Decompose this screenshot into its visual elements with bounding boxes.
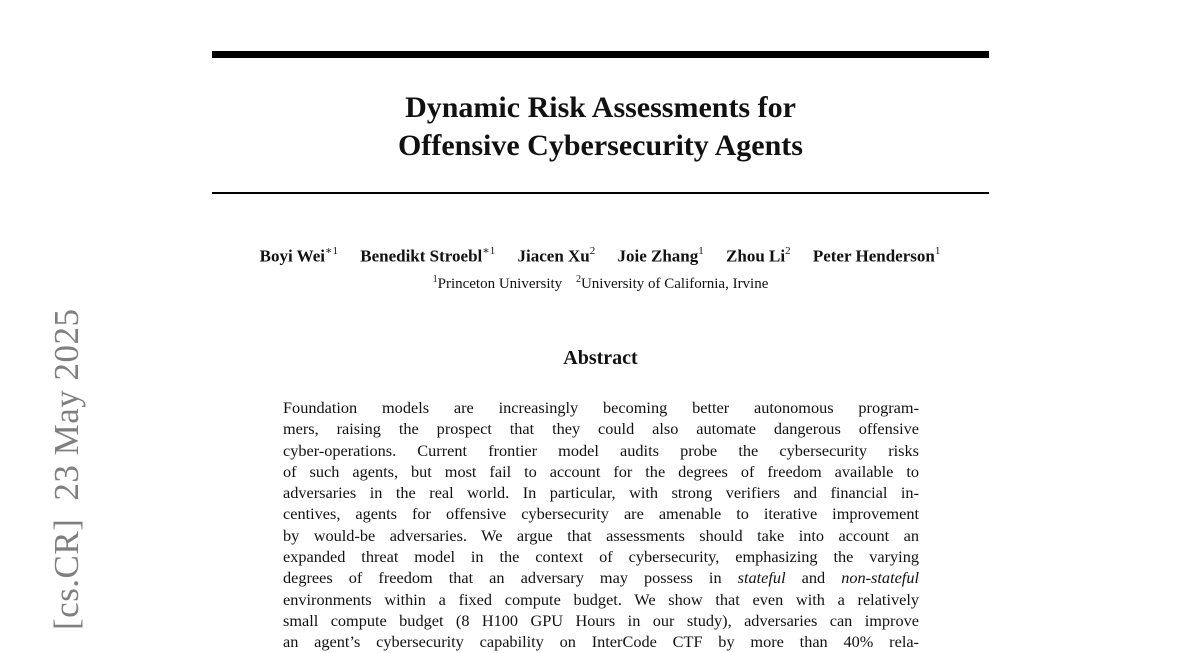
abstract-body xyxy=(283,397,919,653)
abstract-line: of such agents, but most fail to account for the degrees of freedom available to xyxy=(283,461,919,481)
abstract-line xyxy=(283,567,919,588)
abstract-line: small compute budget (8 H100 GPU Hours in our study), adversaries can improve xyxy=(283,610,919,630)
arxiv-stamp xyxy=(49,290,84,630)
author-marks: 1 xyxy=(934,245,941,257)
author-name: Jiacen Xu xyxy=(517,246,590,266)
abstract-line: centives, agents for offensive cybersecurity are amenable to iterative improvement xyxy=(283,504,919,524)
author-marks: ∗1 xyxy=(325,245,338,257)
abstract-line: an agent’s cybersecurity capability on InterCode CTF by more than 40% rela- xyxy=(283,632,919,652)
author-name: Benedikt Stroebl xyxy=(360,246,483,266)
author-marks: 1 xyxy=(698,245,704,257)
author-marks: ∗1 xyxy=(482,245,496,257)
abstract-line: by would-be adversaries. We argue that assessments should take into account an xyxy=(283,525,919,545)
author-marks: 2 xyxy=(589,245,596,257)
author xyxy=(360,245,495,267)
abstract-line: adversaries in the real world. In particular, with strong verifiers and financial in- xyxy=(283,483,919,503)
abstract-line: environments within a fixed compute budget. We show that even with a relatively xyxy=(283,589,919,609)
author-marks: 2 xyxy=(785,245,791,257)
author-name: Joie Zhang xyxy=(617,246,699,266)
arxiv-date: 23 May 2025 xyxy=(47,308,86,501)
abstract-line: cyber-operations. Current frontier model audits probe the cybersecurity risks xyxy=(283,440,919,460)
affiliation-name: Princeton University xyxy=(437,276,563,292)
author-name: Zhou Li xyxy=(726,246,786,266)
title-line-1: Dynamic Risk Assessments for xyxy=(405,91,796,124)
affiliation xyxy=(433,274,563,293)
author xyxy=(260,245,338,267)
affiliation-list xyxy=(212,274,989,293)
author-list xyxy=(210,245,990,267)
abstract-heading: Abstract xyxy=(563,347,638,369)
author-name: Boyi Wei xyxy=(259,246,326,266)
author-name: Peter Henderson xyxy=(812,246,935,266)
paper-title xyxy=(212,89,989,165)
author xyxy=(518,246,596,267)
arxiv-category: [cs.CR] xyxy=(47,518,86,630)
affiliation-name: University of California, Irvine xyxy=(580,276,769,292)
author xyxy=(726,246,791,267)
abstract-line: Foundation models are increasingly becoming better autonomous program- xyxy=(283,398,919,417)
title-bottom-rule xyxy=(212,192,989,194)
abstract-emphasis: stateful xyxy=(737,568,786,588)
author xyxy=(618,246,704,267)
abstract-emphasis: non-stateful xyxy=(841,568,919,588)
title-line-2: Offensive Cybersecurity Agents xyxy=(398,129,803,162)
affiliation-mark: 1 xyxy=(432,274,438,285)
author xyxy=(813,246,940,267)
affiliation xyxy=(576,274,768,293)
abstract-line: mers, raising the prospect that they could also automate dangerous offensive xyxy=(283,419,919,439)
affiliation-mark: 2 xyxy=(575,274,581,285)
abstract-line: expanded threat model in the context of cybersecurity, emphasizing the varying xyxy=(283,547,919,567)
abstract-text: and xyxy=(785,568,842,588)
title-top-rule xyxy=(212,51,989,58)
abstract-text: degrees of freedom that an adversary may possess in xyxy=(283,568,738,588)
